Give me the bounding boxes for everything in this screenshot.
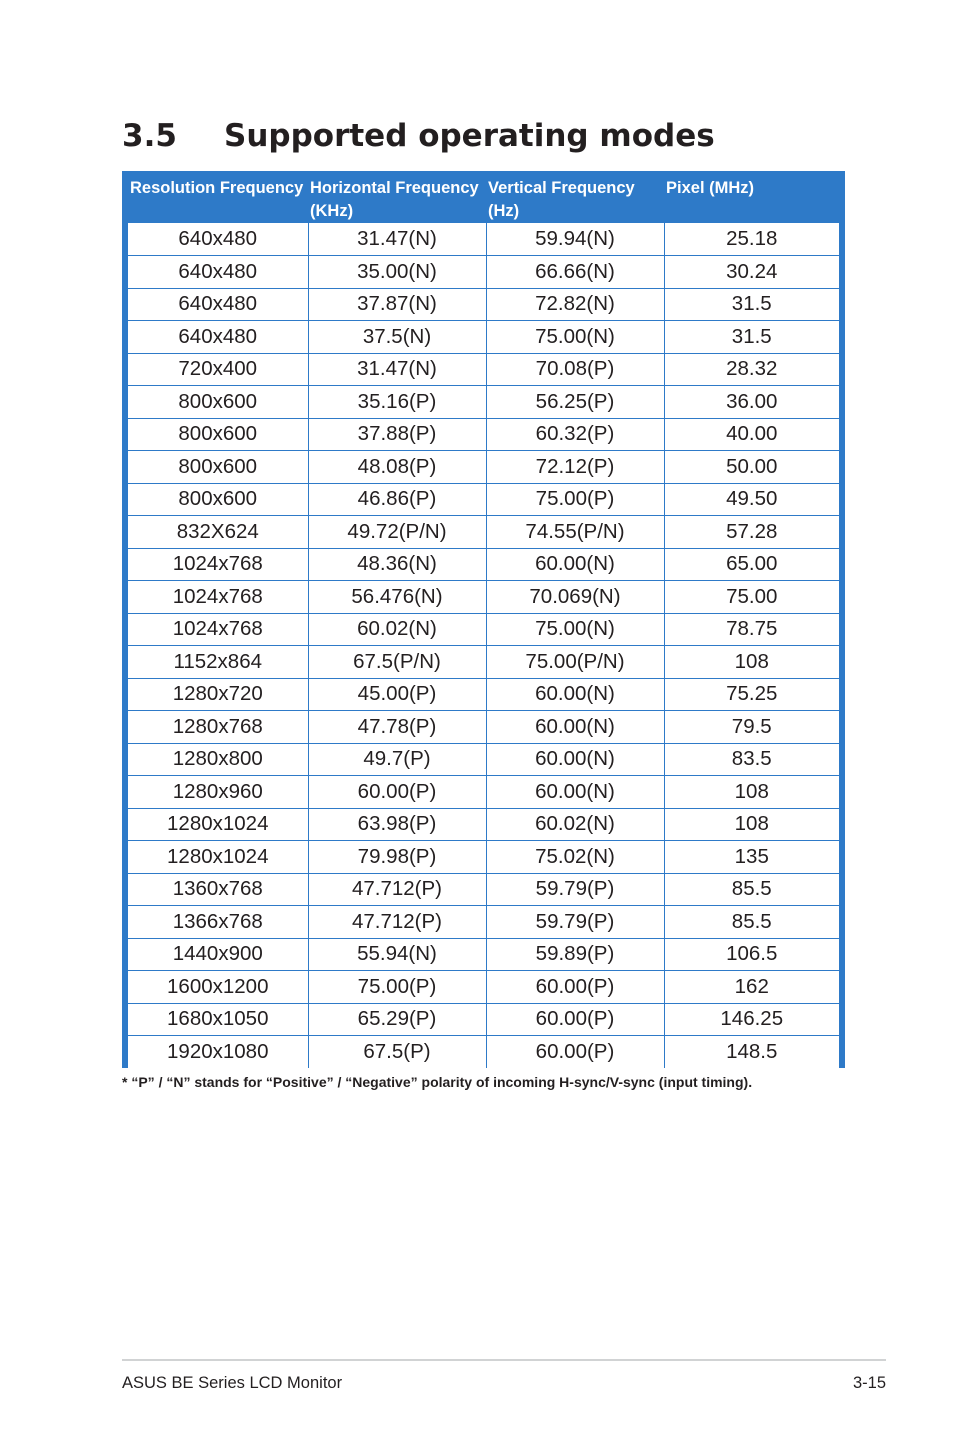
operating-modes-table xyxy=(128,171,839,1068)
cell-horizontal-frequency: 37.87(N) xyxy=(308,288,486,321)
cell-pixel-clock: 78.75 xyxy=(664,613,839,646)
table-row xyxy=(128,711,839,744)
cell-resolution: 1360x768 xyxy=(128,873,308,906)
cell-pixel-clock: 85.5 xyxy=(664,873,839,906)
footer-page-number: 3-15 xyxy=(852,1374,886,1392)
table-row xyxy=(128,646,839,679)
cell-vertical-frequency: 60.02(N) xyxy=(486,808,664,841)
cell-horizontal-frequency: 56.476(N) xyxy=(308,581,486,614)
cell-vertical-frequency: 72.82(N) xyxy=(486,288,664,321)
cell-horizontal-frequency: 45.00(P) xyxy=(308,678,486,711)
table-header-row xyxy=(128,171,839,223)
cell-resolution: 640x480 xyxy=(128,223,308,256)
cell-vertical-frequency: 70.08(P) xyxy=(486,353,664,386)
cell-resolution: 800x600 xyxy=(128,386,308,419)
cell-horizontal-frequency: 49.72(P/N) xyxy=(308,516,486,549)
cell-vertical-frequency: 60.00(N) xyxy=(486,711,664,744)
cell-resolution: 1680x1050 xyxy=(128,1003,308,1036)
footer-divider xyxy=(122,1359,886,1361)
cell-horizontal-frequency: 31.47(N) xyxy=(308,223,486,256)
cell-resolution: 1280x800 xyxy=(128,743,308,776)
table-row xyxy=(128,516,839,549)
cell-pixel-clock: 75.25 xyxy=(664,678,839,711)
cell-resolution: 800x600 xyxy=(128,483,308,516)
cell-vertical-frequency: 59.79(P) xyxy=(486,873,664,906)
cell-resolution: 640x480 xyxy=(128,288,308,321)
cell-resolution: 1024x768 xyxy=(128,613,308,646)
table-row xyxy=(128,906,839,939)
cell-pixel-clock: 49.50 xyxy=(664,483,839,516)
cell-pixel-clock: 31.5 xyxy=(664,321,839,354)
section-number: 3.5 xyxy=(122,118,177,154)
table-row xyxy=(128,743,839,776)
cell-pixel-clock: 162 xyxy=(664,971,839,1004)
cell-vertical-frequency: 60.00(P) xyxy=(486,1036,664,1069)
polarity-footnote: * “P” / “N” stands for “Positive” / “Negative” polarity of incoming H-sync/V-sync (input timing). xyxy=(122,1074,753,1090)
cell-vertical-frequency: 59.94(N) xyxy=(486,223,664,256)
table-body xyxy=(128,223,839,1068)
cell-vertical-frequency: 75.02(N) xyxy=(486,841,664,874)
cell-vertical-frequency: 60.00(P) xyxy=(486,971,664,1004)
cell-pixel-clock: 135 xyxy=(664,841,839,874)
cell-pixel-clock: 146.25 xyxy=(664,1003,839,1036)
cell-pixel-clock: 148.5 xyxy=(664,1036,839,1069)
footer-product-name: ASUS BE Series LCD Monitor xyxy=(122,1374,343,1392)
cell-horizontal-frequency: 47.78(P) xyxy=(308,711,486,744)
cell-resolution: 640x480 xyxy=(128,256,308,289)
table-row xyxy=(128,841,839,874)
page-title xyxy=(122,112,715,160)
table-row xyxy=(128,1003,839,1036)
cell-horizontal-frequency: 48.36(N) xyxy=(308,548,486,581)
cell-horizontal-frequency: 55.94(N) xyxy=(308,938,486,971)
cell-resolution: 720x400 xyxy=(128,353,308,386)
cell-resolution: 800x600 xyxy=(128,451,308,484)
table-row xyxy=(128,776,839,809)
cell-vertical-frequency: 59.79(P) xyxy=(486,906,664,939)
cell-vertical-frequency: 75.00(N) xyxy=(486,321,664,354)
table-row xyxy=(128,418,839,451)
cell-resolution: 1024x768 xyxy=(128,548,308,581)
cell-pixel-clock: 79.5 xyxy=(664,711,839,744)
cell-vertical-frequency: 70.069(N) xyxy=(486,581,664,614)
cell-pixel-clock: 108 xyxy=(664,776,839,809)
cell-horizontal-frequency: 75.00(P) xyxy=(308,971,486,1004)
cell-horizontal-frequency: 65.29(P) xyxy=(308,1003,486,1036)
section-title: Supported operating modes xyxy=(224,118,715,154)
cell-vertical-frequency: 72.12(P) xyxy=(486,451,664,484)
cell-vertical-frequency: 74.55(P/N) xyxy=(486,516,664,549)
cell-horizontal-frequency: 35.00(N) xyxy=(308,256,486,289)
table-header xyxy=(128,171,839,223)
table-row xyxy=(128,288,839,321)
cell-vertical-frequency: 56.25(P) xyxy=(486,386,664,419)
cell-pixel-clock: 108 xyxy=(664,808,839,841)
cell-pixel-clock: 75.00 xyxy=(664,581,839,614)
table-row xyxy=(128,386,839,419)
cell-pixel-clock: 36.00 xyxy=(664,386,839,419)
table-row xyxy=(128,321,839,354)
cell-horizontal-frequency: 49.7(P) xyxy=(308,743,486,776)
table-row xyxy=(128,548,839,581)
cell-vertical-frequency: 60.00(N) xyxy=(486,743,664,776)
cell-pixel-clock: 28.32 xyxy=(664,353,839,386)
cell-pixel-clock: 65.00 xyxy=(664,548,839,581)
cell-resolution: 800x600 xyxy=(128,418,308,451)
cell-vertical-frequency: 60.00(P) xyxy=(486,1003,664,1036)
cell-vertical-frequency: 75.00(P/N) xyxy=(486,646,664,679)
table-row xyxy=(128,483,839,516)
cell-horizontal-frequency: 37.88(P) xyxy=(308,418,486,451)
header-horizontal-frequency: Horizontal Frequency (KHz) xyxy=(310,179,479,220)
table-row xyxy=(128,223,839,256)
cell-resolution: 1024x768 xyxy=(128,581,308,614)
table-row xyxy=(128,971,839,1004)
cell-pixel-clock: 25.18 xyxy=(664,223,839,256)
cell-pixel-clock: 83.5 xyxy=(664,743,839,776)
cell-vertical-frequency: 60.00(N) xyxy=(486,776,664,809)
cell-horizontal-frequency: 67.5(P) xyxy=(308,1036,486,1069)
cell-vertical-frequency: 60.00(N) xyxy=(486,548,664,581)
cell-resolution: 1280x720 xyxy=(128,678,308,711)
cell-resolution: 1280x1024 xyxy=(128,841,308,874)
cell-resolution: 1280x960 xyxy=(128,776,308,809)
cell-horizontal-frequency: 46.86(P) xyxy=(308,483,486,516)
cell-horizontal-frequency: 79.98(P) xyxy=(308,841,486,874)
cell-pixel-clock: 106.5 xyxy=(664,938,839,971)
table-row xyxy=(128,938,839,971)
cell-vertical-frequency: 60.00(N) xyxy=(486,678,664,711)
header-resolution: Resolution Frequency xyxy=(130,179,304,197)
cell-pixel-clock: 50.00 xyxy=(664,451,839,484)
cell-horizontal-frequency: 37.5(N) xyxy=(308,321,486,354)
table-row xyxy=(128,808,839,841)
cell-vertical-frequency: 75.00(N) xyxy=(486,613,664,646)
cell-resolution: 1366x768 xyxy=(128,906,308,939)
cell-horizontal-frequency: 47.712(P) xyxy=(308,906,486,939)
table-row xyxy=(128,1036,839,1069)
cell-resolution: 1280x1024 xyxy=(128,808,308,841)
table-row xyxy=(128,678,839,711)
cell-vertical-frequency: 59.89(P) xyxy=(486,938,664,971)
cell-horizontal-frequency: 31.47(N) xyxy=(308,353,486,386)
cell-horizontal-frequency: 60.02(N) xyxy=(308,613,486,646)
table-row xyxy=(128,581,839,614)
cell-resolution: 1280x768 xyxy=(128,711,308,744)
cell-pixel-clock: 57.28 xyxy=(664,516,839,549)
cell-vertical-frequency: 75.00(P) xyxy=(486,483,664,516)
cell-horizontal-frequency: 67.5(P/N) xyxy=(308,646,486,679)
cell-resolution: 832X624 xyxy=(128,516,308,549)
cell-resolution: 1920x1080 xyxy=(128,1036,308,1069)
cell-resolution: 1600x1200 xyxy=(128,971,308,1004)
cell-resolution: 640x480 xyxy=(128,321,308,354)
table-row xyxy=(128,613,839,646)
cell-horizontal-frequency: 35.16(P) xyxy=(308,386,486,419)
cell-pixel-clock: 85.5 xyxy=(664,906,839,939)
table-row xyxy=(128,451,839,484)
table-row xyxy=(128,873,839,906)
cell-vertical-frequency: 60.32(P) xyxy=(486,418,664,451)
operating-modes-table-frame xyxy=(122,171,845,1068)
header-pixel-clock: Pixel (MHz) xyxy=(666,179,755,197)
cell-horizontal-frequency: 47.712(P) xyxy=(308,873,486,906)
table-row xyxy=(128,256,839,289)
cell-resolution: 1152x864 xyxy=(128,646,308,679)
cell-horizontal-frequency: 60.00(P) xyxy=(308,776,486,809)
cell-pixel-clock: 30.24 xyxy=(664,256,839,289)
cell-pixel-clock: 40.00 xyxy=(664,418,839,451)
cell-pixel-clock: 108 xyxy=(664,646,839,679)
table-row xyxy=(128,353,839,386)
cell-horizontal-frequency: 48.08(P) xyxy=(308,451,486,484)
cell-resolution: 1440x900 xyxy=(128,938,308,971)
header-vertical-frequency: Vertical Frequency (Hz) xyxy=(488,179,635,220)
cell-vertical-frequency: 66.66(N) xyxy=(486,256,664,289)
cell-horizontal-frequency: 63.98(P) xyxy=(308,808,486,841)
cell-pixel-clock: 31.5 xyxy=(664,288,839,321)
